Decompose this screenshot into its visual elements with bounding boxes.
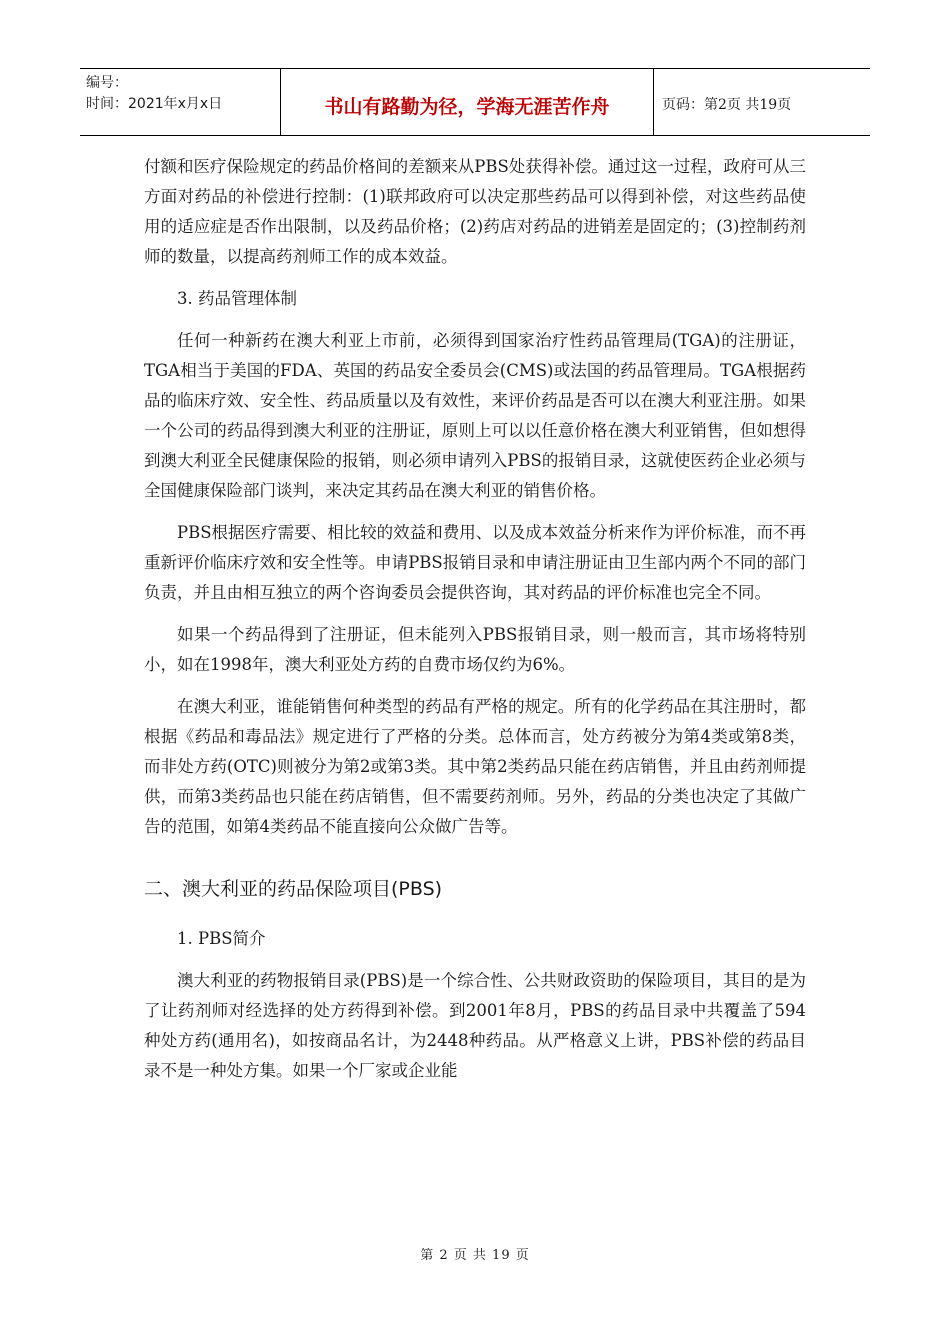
page-header (80, 68, 870, 136)
header-meta (80, 69, 280, 135)
paragraph: PBS根据医疗需要、相比较的效益和费用、以及成本效益分析来作为评价标准，而不再重新评价临床疗效和安全性等。申请PBS报销目录和申请注册证由卫生部内两个不同的部门负责，并且由相互独立的两个咨询委员会提供咨询，其对药品的评价标准也完全不同。 (144, 523, 806, 602)
paragraph: 如果一个药品得到了注册证，但未能列入PBS报销目录，则一般而言，其市场将特别小，如在1998年，澳大利亚处方药的自费市场仅约为6%。 (144, 625, 806, 674)
paragraph: 在澳大利亚，谁能销售何种类型的药品有严格的规定。所有的化学药品在其注册时，都根据《药品和毒品法》规定进行了严格的分类。总体而言，处方药被分为第4类或第8类，而非处方药(OTC)则被分为第2或第3类。其中第2类药品只能在药店销售，并且由药剂师提供，而第3类药品也只能在药店销售，但不需要药剂师。另外，药品的分类也决定了其做广告的范围，如第4类药品不能直接向公众做广告等。 (144, 697, 806, 836)
document-date: 时间：2021年x月x日 (86, 96, 223, 112)
paragraph: 付额和医疗保险规定的药品价格间的差额来从PBS处获得补偿。通过这一过程，政府可从三方面对药品的补偿进行控制：(1)联邦政府可以决定那些药品可以得到补偿，对这些药品使用的适应症是否作出限制，以及药品价格；(2)药店对药品的进销差是固定的；(3)控制药剂师的数量，以提高药剂师工作的成本效益。 (144, 157, 806, 266)
subsection-title: 3. 药品管理体制 (177, 289, 297, 308)
paragraph: 澳大利亚的药物报销目录(PBS)是一个综合性、公共财政资助的保险项目，其目的是为了让药剂师对经选择的处方药得到补偿。到2001年8月，PBS的药品目录中共覆盖了594种处方药(通用名)，如按商品名计，为2448种药品。从严格意义上讲，PBS补偿的药品目录不是一种处方集。如果一个厂家或企业能 (144, 971, 806, 1080)
document-body (144, 152, 806, 1086)
header-motto: 书山有路勤为径，学海无涯苦作舟 (280, 69, 654, 135)
page-footer: 第 2 页 共 19 页 (420, 1248, 530, 1263)
section-heading: 二、澳大利亚的药品保险项目(PBS) (144, 878, 443, 900)
document-number-label: 编号： (86, 75, 128, 91)
subsection-title: 1. PBS简介 (177, 929, 266, 948)
paragraph: 任何一种新药在澳大利亚上市前，必须得到国家治疗性药品管理局(TGA)的注册证，TGA相当于美国的FDA、英国的药品安全委员会(CMS)或法国的药品管理局。TGA根据药品的临床疗效、安全性、药品质量以及有效性，来评价药品是否可以在澳大利亚注册。如果一个公司的药品得到澳大利亚的注册证，原则上可以以任意价格在澳大利亚销售，但如想得到澳大利亚全民健康保险的报销，则必须申请列入PBS的报销目录，这就使医药企业必须与全国健康保险部门谈判，来决定其药品在澳大利亚的销售价格。 (144, 331, 806, 500)
header-page-info: 页码：第2页 共19页 (662, 97, 792, 113)
